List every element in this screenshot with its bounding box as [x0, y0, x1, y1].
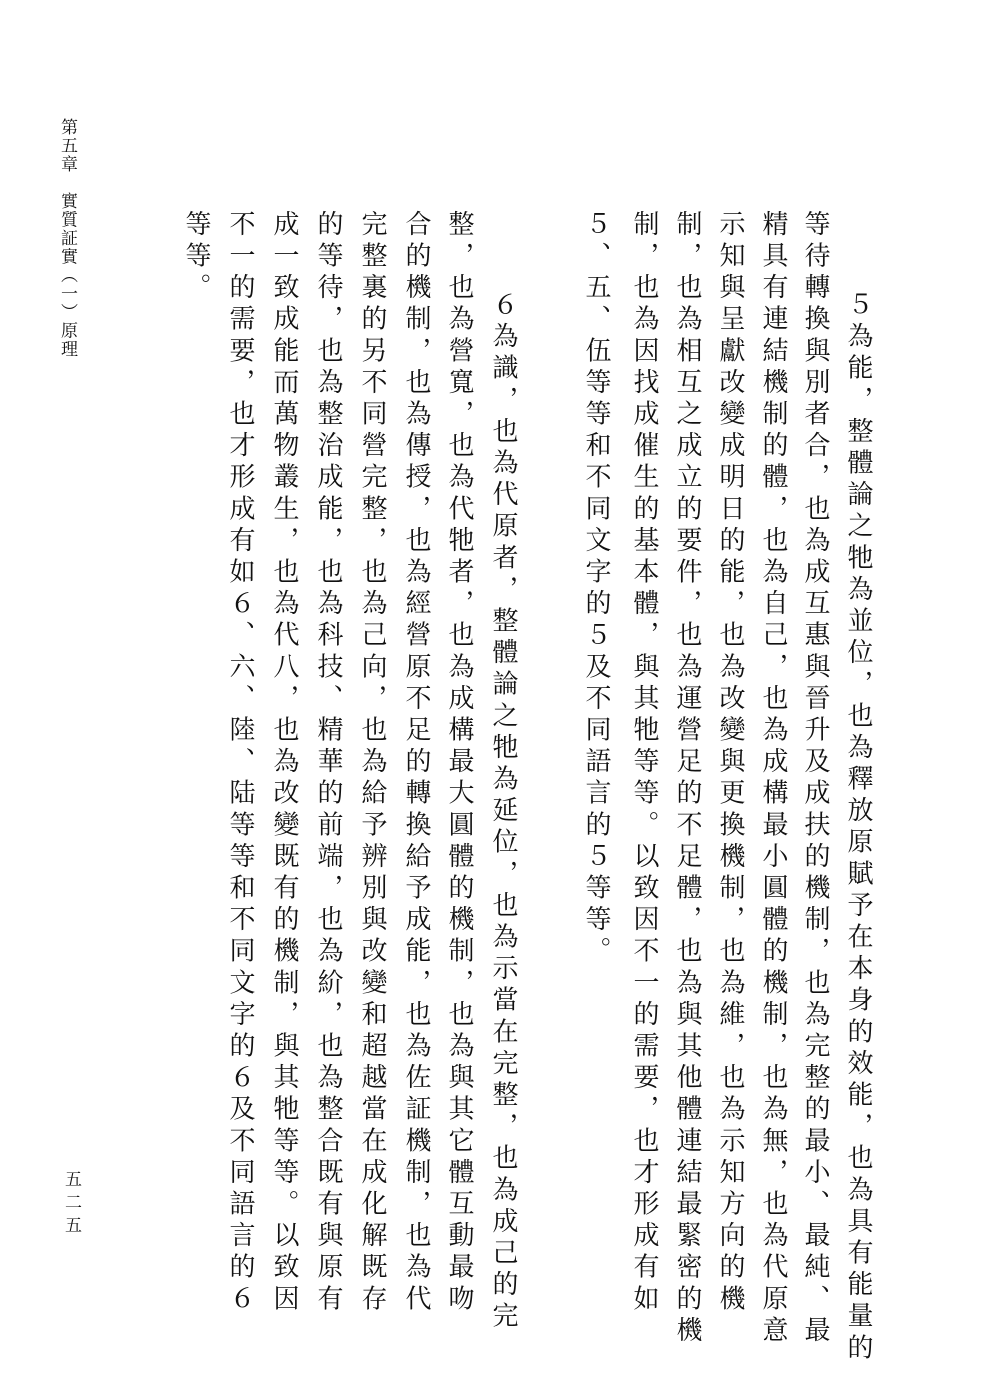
text-column-10: 合的機制，也為傳授，也為經營原不足的轉換給予成能，也為佐証機制，也為代	[401, 210, 431, 1316]
text-column-13: 成一致成能而萬物叢生，也為代八，也為改變既有的機制，與其牠等等。以致因	[269, 210, 299, 1316]
text-column-14: 不一的需要，也才形成有如６、六、陸、陆等等和不同文字的６及不同語言的６	[225, 210, 255, 1316]
text-column-3: 精具有連結機制的體，也為自己，也為成構最小圓體的機制，也為無，也為代原意	[758, 210, 788, 1348]
text-column-8: ６為識，也為代原者，整體論之牠為延位，也為示當在完整，也為成己的完	[488, 259, 518, 1334]
text-column-12: 的等待，也為整治成能，也為科技、精華的前端，也為紒，也為整合既有與原有	[313, 210, 343, 1316]
running-head: 第五章 實質証實（一）原理	[57, 118, 77, 359]
text-column-2: 等待轉換與別者合，也為成互惠與晉升及成扶的機制，也為完整的最小、最純、最	[800, 210, 830, 1348]
text-column-6: 制，也為因找成催生的基本體，與其牠等等。以致因不一的需要，也才形成有如	[629, 210, 659, 1316]
page-number: 五二五	[61, 1170, 81, 1239]
text-column-15: 等等。	[181, 210, 211, 305]
text-column-1: ５為能，整體論之牠為並位，也為釋放原賦予在本身的效能，也為具有能量的	[843, 259, 873, 1365]
text-column-9: 整，也為營寬，也為代牠者，也為成構最大圓體的機制，也為與其它體互動最吻	[444, 210, 474, 1316]
text-column-4: 示知與呈獻改變成明日的能，也為改變與更換機制，也為維，也為示知方向的機	[715, 210, 745, 1316]
text-column-5: 制，也為相互之成立的要件，也為運營足的不足體，也為與其他體連結最緊密的機	[672, 210, 702, 1348]
text-column-11: 完整裏的另不同營完整，也為己向，也為給予辨別與改變和超越當在成化解既存	[357, 210, 387, 1316]
text-column-7: ５、五、伍等等和不同文字的５及不同語言的５等等。	[581, 210, 611, 969]
